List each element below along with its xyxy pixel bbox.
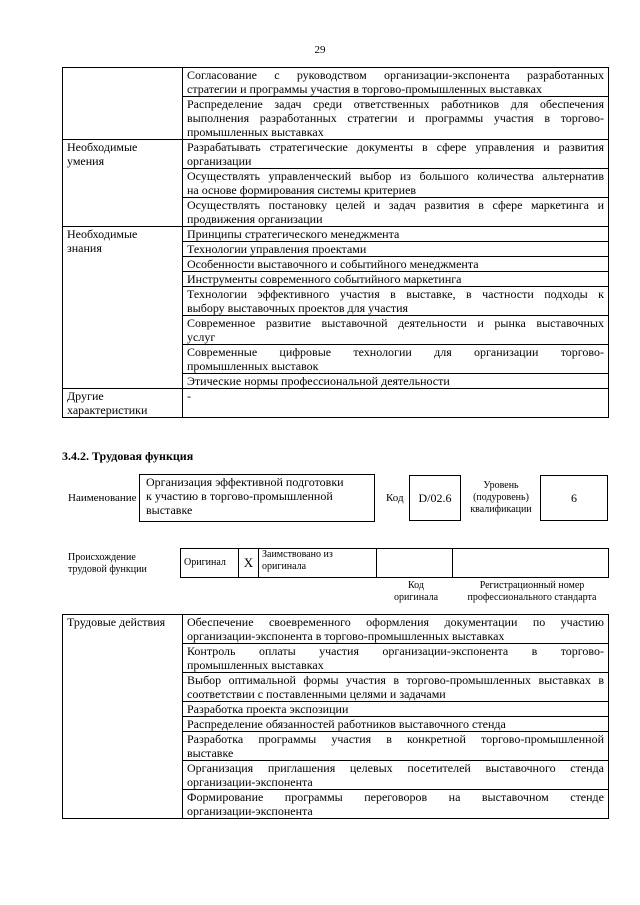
text-line: промышленных выставках	[187, 125, 324, 139]
table-row	[63, 227, 609, 242]
item-cell	[183, 227, 609, 242]
item-cell	[183, 732, 609, 761]
registration-number-caption: Регистрационный номер профессионального стандарта	[467, 580, 597, 603]
page-number: 29	[314, 44, 326, 56]
original-code-caption: Код оригинала	[393, 580, 439, 603]
origin-label: Происхождение трудовой функции	[68, 552, 147, 575]
function-name-line: Организация эффективной подготовки	[146, 475, 344, 489]
text-line: Другие	[67, 389, 104, 403]
origin-table	[180, 548, 609, 578]
item-cell	[183, 389, 609, 418]
text-line: Современное развитие выставочной деятельности и рынка выставочных	[187, 316, 604, 330]
function-name-box	[139, 474, 375, 522]
borrowed-cell: Заимствовано из оригинала	[259, 549, 377, 578]
item-cell	[183, 272, 609, 287]
text-line: организации-экспонента	[187, 804, 313, 818]
text-line: Особенности выставочного и событийного менеджмента	[187, 257, 479, 271]
table-row	[63, 68, 609, 97]
text-line: организации-экспонента в торгово-промышленных выставках	[187, 629, 505, 643]
text-line: Распределение задач среди ответственных работников для обеспечения	[187, 97, 604, 111]
text-line: выполнения разработанных стратегии и программы участия в торгово-	[187, 111, 604, 125]
text-line: организации-экспонента	[187, 775, 313, 789]
text-line: Распределение обязанностей работников выставочного стенда	[187, 717, 506, 731]
function-name-line: выставке	[146, 503, 193, 517]
text-line: Необходимые	[67, 227, 138, 241]
text-line: Осуществлять постановку целей и задач развития в сфере маркетинга и	[187, 198, 604, 212]
table-row	[63, 389, 609, 418]
text-line: стратегии и программы участия в торгово-промышленных выставках	[187, 82, 542, 96]
item-cell	[183, 198, 609, 227]
text-line: Этические нормы профессиональной деятельности	[187, 374, 450, 388]
original-cell: Оригинал	[181, 549, 239, 578]
text-line: Организация приглашения целевых посетителей выставочного стенда	[187, 761, 604, 775]
text-line: выбору выставочных проектов для участия	[187, 301, 409, 315]
item-cell	[183, 790, 609, 819]
item-cell	[183, 169, 609, 198]
item-cell	[183, 717, 609, 732]
text-line: характеристики	[67, 403, 148, 417]
text-line: Осуществлять управленческий выбор из большого количества альтернатив	[187, 169, 604, 183]
qualification-level-box: 6	[540, 475, 608, 521]
item-cell	[183, 97, 609, 140]
text-line: Контроль оплаты участия организации-экспонента в торгово-	[187, 644, 604, 658]
item-cell	[183, 673, 609, 702]
section-title: 3.4.2. Трудовая функция	[62, 449, 194, 463]
item-cell	[183, 702, 609, 717]
text-line: Согласование с руководством организации-экспонента разработанных	[187, 68, 604, 82]
text-line: промышленных выставках	[187, 658, 324, 672]
text-line: Современные цифровые технологии для организации торгово-	[187, 345, 604, 359]
qualification-level-label: Уровень (подуровень) квалификации	[470, 480, 532, 515]
text-line: Формирование программы переговоров на выставочном стенде	[187, 790, 604, 804]
code-label: Код	[386, 492, 404, 504]
item-cell	[183, 68, 609, 97]
name-label: Наименование	[68, 492, 137, 504]
text-line: Разрабатывать стратегические документы в сфере управления и развития	[187, 140, 604, 154]
row-label	[63, 227, 183, 389]
text-line: Разработка проекта экспозиции	[187, 702, 349, 716]
text-line: услуг	[187, 330, 216, 344]
function-code-box: D/02.6	[409, 475, 461, 521]
text-line: Технологии управления проектами	[187, 242, 367, 256]
item-cell	[183, 257, 609, 272]
row-label	[63, 140, 183, 227]
text-line: на основе формирования системы критериев	[187, 183, 417, 197]
competency-table	[62, 67, 609, 418]
text-line: организации	[187, 154, 252, 168]
item-cell	[183, 761, 609, 790]
registration-number-cell	[453, 549, 609, 578]
item-cell	[183, 644, 609, 673]
labor-actions-table	[62, 614, 609, 819]
item-cell	[183, 345, 609, 374]
original-mark: X	[239, 549, 259, 578]
item-cell	[183, 287, 609, 316]
item-cell	[183, 316, 609, 345]
text-line: -	[187, 389, 191, 403]
text-line: соответствии с поставленными целями и задачами	[187, 687, 446, 701]
text-line: Технологии эффективного участия в выставке, в частности подходы к	[187, 287, 604, 301]
text-line: промышленных выставок	[187, 359, 319, 373]
text-line: Принципы стратегического менеджмента	[187, 227, 400, 241]
row-label: Трудовые действия	[63, 615, 183, 819]
text-line: Необходимые	[67, 140, 138, 154]
item-cell	[183, 140, 609, 169]
item-cell	[183, 242, 609, 257]
item-cell	[183, 374, 609, 389]
row-label	[63, 389, 183, 418]
function-name-line: к участию в торгово-промышленной	[146, 489, 333, 503]
text-line: Инструменты современного событийного маркетинга	[187, 272, 462, 286]
text-line: Выбор оптимальной формы участия в торгово-промышленных выставках в	[187, 673, 604, 687]
text-line: продвижения организации	[187, 212, 323, 226]
table-row	[63, 615, 609, 644]
text-line: умения	[67, 154, 105, 168]
table-row	[63, 140, 609, 169]
text-line: выставке	[187, 746, 234, 760]
text-line: Разработка программы участия в конкретной торгово-промышленной	[187, 732, 604, 746]
item-cell	[183, 615, 609, 644]
row-label	[63, 68, 183, 140]
text-line: знания	[67, 241, 102, 255]
original-code-cell	[377, 549, 453, 578]
text-line: Обеспечение своевременного оформления документации по участию	[187, 615, 604, 629]
